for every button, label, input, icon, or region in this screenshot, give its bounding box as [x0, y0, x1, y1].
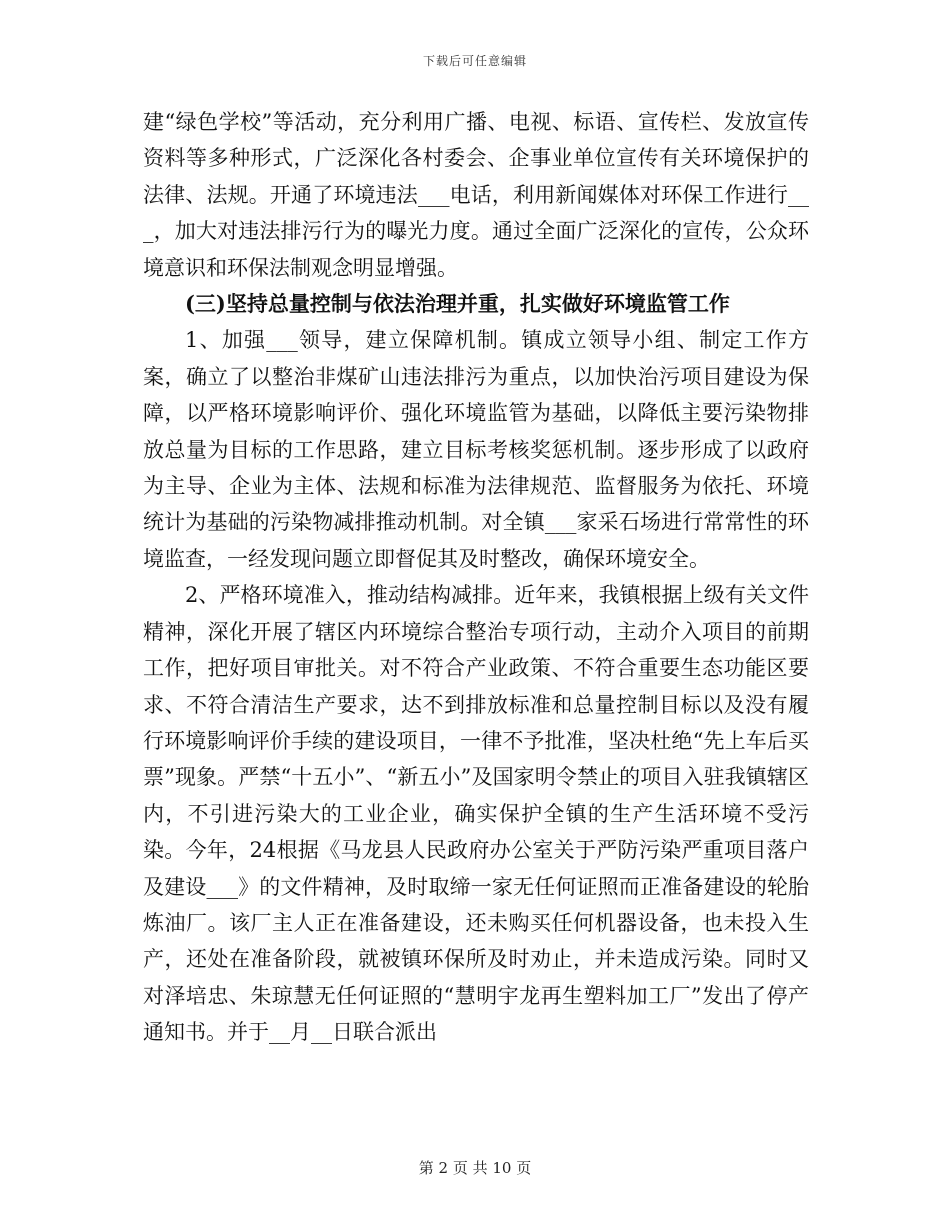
- document-body: [143, 104, 809, 1051]
- paragraph-leadership: 1、加强___领导，建立保障机制。镇成立领导小组、制定工作方案，确立了以整治非煤矿山违法排污为重点，以加快治污项目建设为保障，以严格环境影响评价、强化环境监管为基础，以降低主要污染物排放总量为目标的工作思路，建立目标考核奖惩机制。逐步形成了以政府为主导、企业为主体、法规和标准为法律规范、监督服务为依托、环境统计为基础的污染物减排推动机制。对全镇___家采石场进行常常性的环境监查，一经发现问题立即督促其及时整改，确保环境安全。: [143, 328, 809, 571]
- page-header: 下载后可任意编辑: [422, 54, 527, 68]
- page-footer: 第 2 页 共 10 页: [418, 1159, 532, 1177]
- section-heading: (三)坚持总量控制与依法治理并重，扎实做好环境监管工作: [185, 291, 730, 317]
- paragraph-environmental-access: 2、严格环境准入，推动结构减排。近年来，我镇根据上级有关文件精神，深化开展了辖区内环境综合整治专项行动，主动介入项目的前期工作，把好项目审批关。对不符合产业政策、不符合重要生态功能区要求、不符合清洁生产要求，达不到排放标准和总量控制目标以及没有履行环境影响评价手续的建设项目，一律不予批准，坚决杜绝“先上车后买票”现象。严禁“十五小”、“新五小”及国家明令禁止的项目入驻我镇辖区内，不引进污染大的工业企业，确实保护全镇的生产生活环境不受污染。今年，24根据《马龙县人民政府办公室关于严防污染严重项目落户及建设___》的文件精神，及时取缔一家无任何证照而正准备建设的轮胎炼油厂。该厂主人正在准备建设，还未购买任何机器设备，也未投入生产，还处在准备阶段，就被镇环保所及时劝止，并未造成污染。同时又对泽培忠、朱琼慧无任何证照的“慧明宇龙再生塑料加工厂”发出了停产通知书。并于__月__日联合派出: [143, 583, 809, 1045]
- paragraph-publicity: 建“绿色学校”等活动，充分利用广播、电视、标语、宣传栏、发放宣传资料等多种形式，广泛深化各村委会、企事业单位宣传有关环境保护的法律、法规。开通了环境违法___电话，利用新闻媒体对环保工作进行___，加大对违法排污行为的曝光力度。通过全面广泛深化的宣传，公众环境意识和环保法制观念明显增强。: [143, 110, 809, 280]
